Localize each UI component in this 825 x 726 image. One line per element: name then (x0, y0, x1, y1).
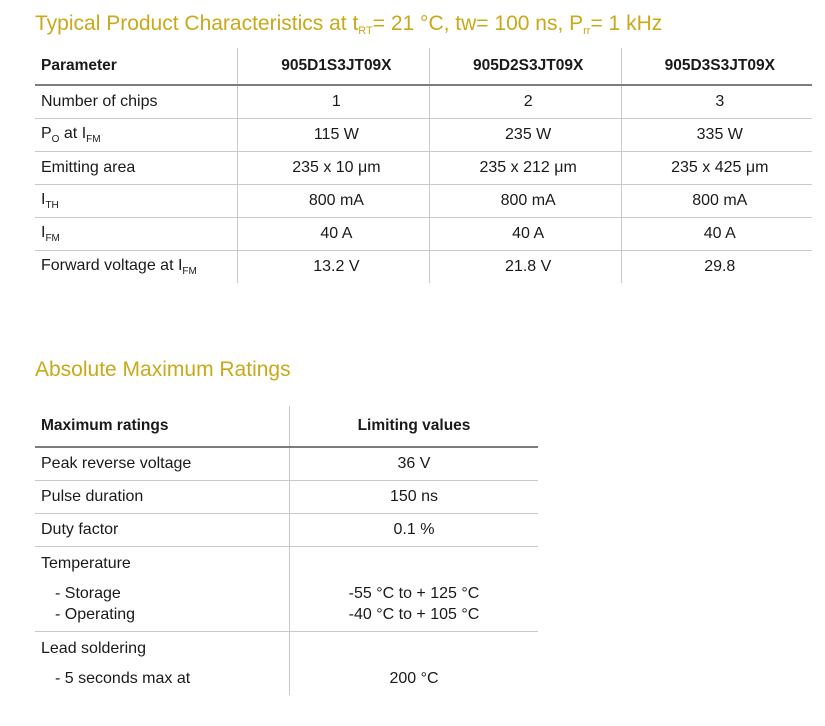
soldering-value: 200 °C (389, 670, 439, 687)
table-cell: 21.8 V (429, 251, 621, 284)
table-cell: 1 (238, 85, 430, 119)
table-cell: 13.2 V (238, 251, 430, 284)
row-label: Number of chips (35, 85, 238, 119)
column-header: 905D3S3JT09X (621, 48, 812, 85)
table-cell: 40 A (429, 218, 621, 251)
table-row (35, 185, 812, 218)
table-row (35, 152, 812, 185)
table-row (35, 547, 538, 632)
column-header: 905D2S3JT09X (429, 48, 621, 85)
table-cell: 235 x 425 μm (621, 152, 812, 185)
row-label: $P_O$ at $I_{FM}$ (35, 119, 238, 152)
max-ratings-table (35, 406, 538, 695)
row-label: Pulse duration (35, 481, 290, 514)
table-cell: 29.8 (621, 251, 812, 284)
table-cell: 115 W (238, 119, 430, 152)
table-row (35, 632, 538, 696)
table-cell: 235 x 10 μm (238, 152, 430, 185)
storage-value: -55 °C to + 125 °C (348, 585, 480, 602)
operating-label: - Operating (55, 606, 136, 623)
soldering-label: Lead soldering (41, 640, 146, 657)
table-header-row (35, 48, 812, 85)
table-row (35, 85, 812, 119)
row-label: Forward voltage at $I_{FM}$ (41, 257, 197, 277)
row-label: Peak reverse voltage (35, 447, 290, 481)
table-cell: 800 mA (238, 185, 430, 218)
characteristics-title: Typical Product Characteristics at $t_{RT}= 21$ °C, tw= 100 ns, $P_{rr}= 1$ kHz (35, 12, 663, 37)
storage-label: - Storage (55, 585, 121, 602)
column-header: Parameter (35, 48, 238, 85)
soldering-sub-label: - 5 seconds max at (55, 670, 191, 687)
table-cell: 36 V (290, 447, 539, 481)
table-cell: 3 (621, 85, 812, 119)
table-row (35, 251, 812, 284)
table-row (35, 447, 538, 481)
row-label: Duty factor (35, 514, 290, 547)
column-header: Limiting values (290, 406, 539, 447)
table-row (35, 218, 812, 251)
table-cell: 150 ns (290, 481, 539, 514)
table-cell (290, 547, 539, 632)
max-ratings-title: Absolute Maximum Ratings (35, 358, 291, 381)
table-row (35, 481, 538, 514)
table-cell: 800 mA (621, 185, 812, 218)
table-header-row (35, 406, 538, 447)
table-cell: 235 W (429, 119, 621, 152)
column-header: Maximum ratings (35, 406, 290, 447)
row-label (35, 632, 290, 696)
operating-value: -40 °C to + 105 °C (348, 606, 480, 623)
table-cell: 335 W (621, 119, 812, 152)
table-cell: 0.1 % (290, 514, 539, 547)
temperature-label: Temperature (41, 555, 131, 572)
table-cell: 800 mA (429, 185, 621, 218)
row-label: $I_{TH}$ (35, 185, 238, 218)
column-header: 905D1S3JT09X (238, 48, 430, 85)
table-cell (290, 632, 539, 696)
table-cell: 40 A (621, 218, 812, 251)
table-cell: 2 (429, 85, 621, 119)
row-label: Emitting area (35, 152, 238, 185)
row-label (35, 547, 290, 632)
table-row (35, 119, 812, 152)
table-row (35, 514, 538, 547)
characteristics-table (35, 48, 812, 283)
table-cell: 40 A (238, 218, 430, 251)
row-label: $I_{FM}$ (35, 218, 238, 251)
table-cell: 235 x 212 μm (429, 152, 621, 185)
